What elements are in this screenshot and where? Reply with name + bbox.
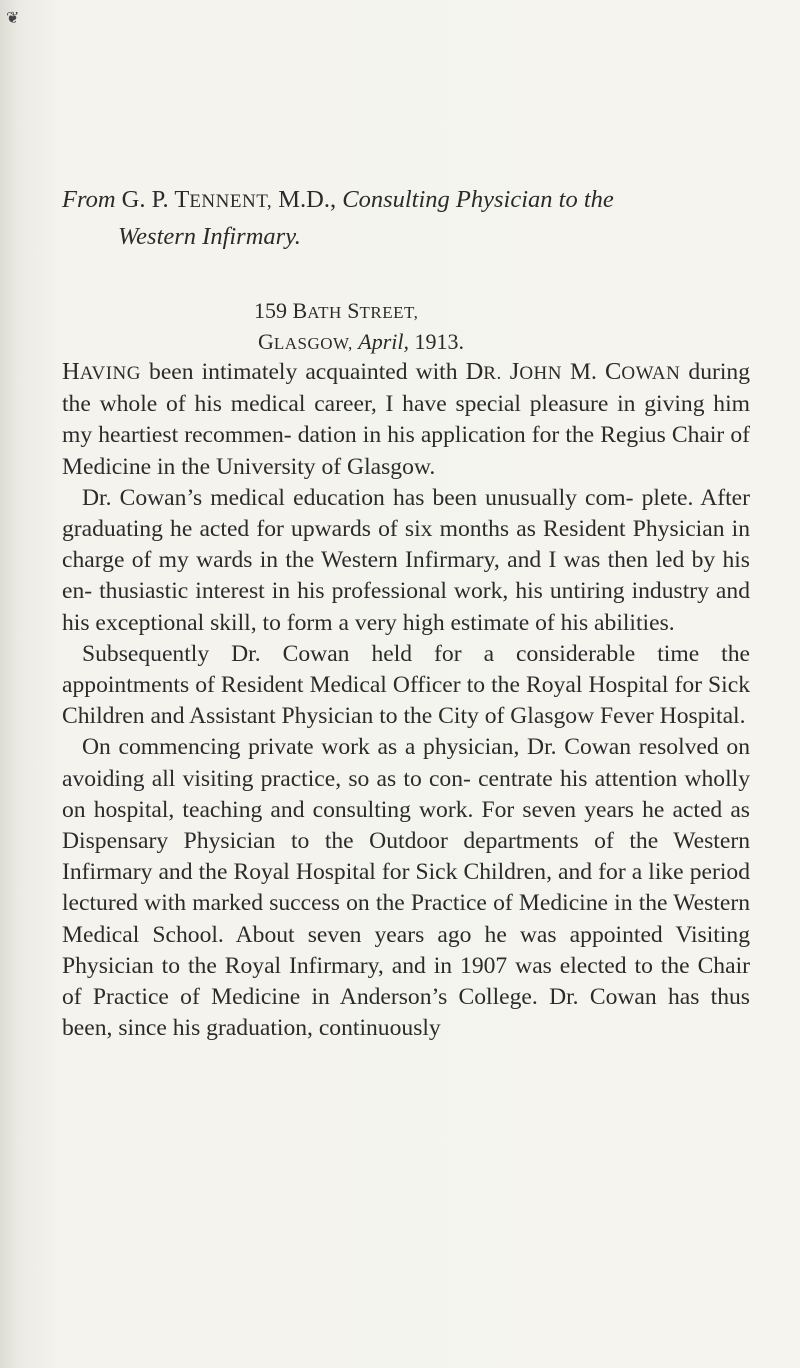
paragraph-2: Dr. Cowan’s medical education has been unusually com- plete. After graduating he acted for upwards of six months as Resident Physician in charge of my wards in the Western Infirmary, and I was then led by his en- thusiastic interest in his professional work, his untiring industry and his exceptional skill, to form a very high estimate of his abilities.	[62, 484, 750, 636]
heading-degree: M.D.,	[278, 186, 337, 213]
heading-institution: Western Infirmary.	[118, 223, 301, 250]
letter-heading	[62, 182, 742, 254]
heading-from: From	[62, 186, 116, 213]
letter-body	[62, 356, 750, 1044]
address-city-date: GLASGOW, April, 1913.	[258, 329, 465, 354]
heading-title: Consulting Physician to the	[342, 186, 614, 213]
heading-initials: G. P.	[121, 186, 169, 213]
paragraph-4: On commencing private work as a physician, Dr. Cowan resolved on avoiding all visiting practice, so as to con- centrate his attention wholly on hospital, teaching and consulting work. For seven years he acted as Dispensary Physician to the Outdoor departments of the Western Infirmary and the Royal Hospital for Sick Children, and for a like period lectured with marked success on the Practice of Medicine in the Western Medical School. About seven years ago he was appointed Visiting Physician to the Royal Infirmary, and in 1907 was elected to the Chair of Practice of Medicine in Anderson’s College. Dr. Cowan has thus been, since his graduation, continuously	[62, 734, 750, 1042]
address-street: 159 BATH STREET,	[254, 298, 419, 323]
printer-ornament-icon: ❦	[6, 10, 20, 27]
heading-surname: TENNENT,	[174, 186, 273, 213]
letter-address	[254, 296, 464, 358]
paragraph-1: HAVING been intimately acquainted with DR. JOHN M. COWAN during the whole of his medical career, I have special pleasure in giving him my heartiest recommen- dation in his application for the Regius Chair of Medicine in the University of Glasgow.	[62, 358, 750, 480]
paragraph-3: Subsequently Dr. Cowan held for a considerable time the appointments of Resident Medical Officer to the Royal Hospital for Sick Children and Assistant Physician to the City of Glasgow Fever Hospital.	[62, 640, 750, 730]
